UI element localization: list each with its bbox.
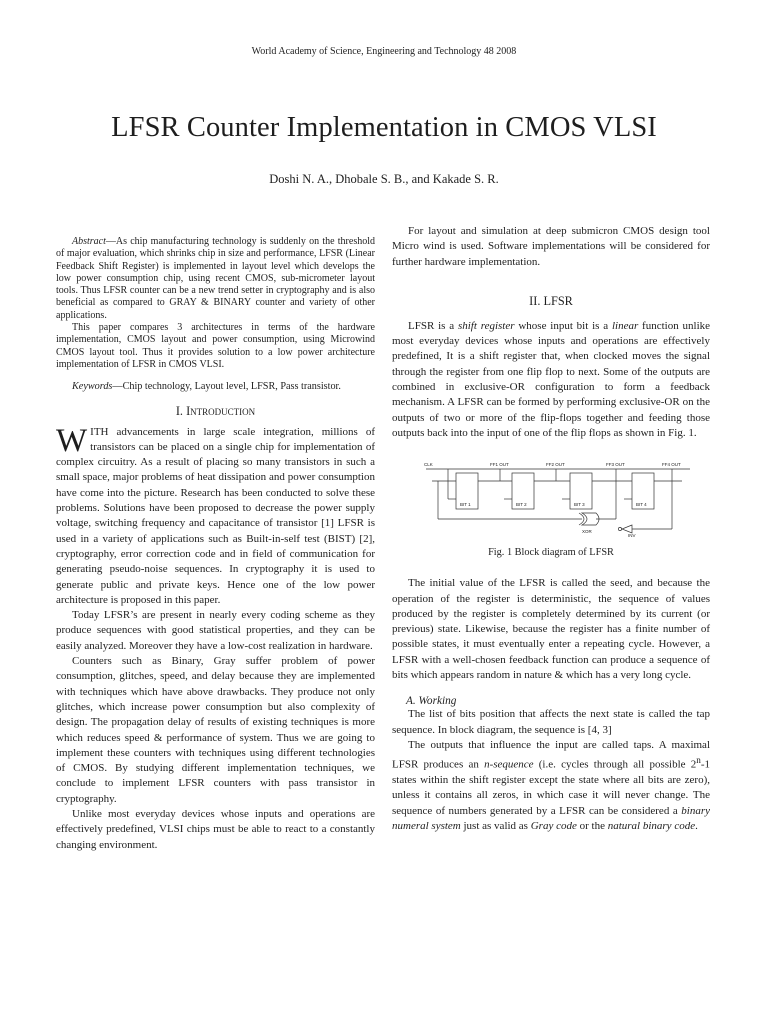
lfsr-p1-em2: linear — [611, 319, 639, 332]
figure-label-inv: INV — [628, 533, 636, 539]
drop-cap: W — [56, 422, 88, 459]
figure-label-out3: FF3 OUT — [606, 462, 625, 468]
intro-paragraph-1 — [56, 422, 375, 609]
working-p2-d: just as valid as — [460, 820, 531, 833]
intro-paragraph-1-text: ITH advancements in large scale integration, millions of transistors can be placed on a single chip for implementation of complex circuitry. As a result of placing so many transistors in such a small space, major problems of heat dissipation and power consumption have come into the picture. Research has been conducted to solve these problems. Solutions have been proposed to decrease the power supply voltage, switching frequency and capacitance of transistor [1] LFSR is used in a variety of applications such as Built-in-self test (BIST) [2], cryptography, error correction code and in field of communication for generating pseudo-noise sequences. In cryptography it is used to generate public and private keys. Hence one of the low power architecture is proposed in this paper. — [56, 425, 375, 606]
working-p2-em2: binary numeral system — [392, 804, 710, 833]
journal-header: World Academy of Science, Engineering and Technology 48 2008 — [251, 46, 517, 57]
abstract-label: Abstract — [72, 236, 106, 247]
lfsr-p1-b: whose input bit is a — [514, 319, 612, 332]
working-p2-em1: n-sequence — [484, 758, 534, 771]
intro-paragraph-2: Today LFSR’s are present in nearly every coding scheme as they produce sequences with good statistical properties, and they can be easily analyzed. Moreover they have a low-cost realization in hardware. — [56, 609, 375, 652]
section-heading-lfsr: II. LFSR — [529, 293, 573, 308]
lfsr-block-diagram — [420, 451, 698, 539]
abstract-text-1: As chip manufacturing technology is suddenly on the threshold of major evaluation, which shrinks chip in size and performance, LFSR (Linear Feedback Shift Register) is implemented in layout level which develops the low power consumption chip, using recent CMOS, sub-micrometer layout tools. Thus LFSR counter can be a new trend setter in cryptography and is also beneficial as compared to GRAY & BINARY counter and variety of other applications. — [56, 236, 375, 321]
working-p2-a: The outputs that influence the input are called taps. A maximal LFSR produces an — [392, 738, 710, 771]
lfsr-paragraph-1 — [392, 319, 710, 441]
lfsr-paragraph-2: The initial value of the LFSR is called the seed, and because the operation of the register is deterministic, the sequence of values produced by the register is completely determined by its current (or previous) state. Likewise, because the register has a finite number of possible states, it must eventually enter a repeating cycle. However, a LFSR with a well-chosen feedback function can produce a sequence of bits which appears random in nature & which has a very long cycle. — [392, 577, 710, 682]
figure-caption: Fig. 1 Block diagram of LFSR — [488, 547, 614, 559]
figure-label-clk: CLK — [424, 462, 433, 468]
right-intro-paragraph: For layout and simulation at deep submicron CMOS design tool Micro wind is used. Software implementations will be considered for further hardware implementation. — [392, 225, 710, 268]
figure-label-bit3: BIT 3 — [574, 502, 585, 508]
lfsr-p1-c: function unlike most everyday devices whose inputs and operations are effectively predefined, It is a shift register that, when clocked moves the signal through the register from one flip flop to next. Some of the outputs are combined in exclusive-OR configuration to form a feedback mechanism. A LFSR can be formed by performing exclusive-OR on the outputs of two or more of the flip-flops together and feeding those outputs back into the input of one of the flip flops as shown in Fig. 1. — [392, 319, 711, 439]
figure-label-bit4: BIT 4 — [636, 502, 647, 508]
working-paragraph-1: The list of bits position that affects the next state is called the tap sequence. In block diagram, the sequence is [4, 3] — [392, 708, 710, 736]
figure-label-out4: FF4 OUT — [662, 462, 681, 468]
right-column — [392, 224, 710, 834]
working-p2-sup: n — [696, 755, 701, 766]
figure-label-out2: FF2 OUT — [546, 462, 565, 468]
lfsr-p1-a: LFSR is a — [408, 319, 458, 332]
keywords — [56, 381, 375, 393]
working-p2-em4: natural binary code — [607, 820, 696, 833]
working-p2-em3: Gray code — [530, 820, 577, 833]
keywords-dash: — — [112, 381, 123, 393]
working-p2-e: or the — [576, 820, 608, 833]
paper-title: LFSR Counter Implementation in CMOS VLSI — [111, 112, 657, 143]
abstract-dash: — — [105, 236, 116, 247]
figure-label-bit2: BIT 2 — [516, 502, 527, 508]
intro-paragraph-3: Counters such as Binary, Gray suffer problem of power consumption, glitches, speed, and delay because they are implemented with techniques which have above drawbacks. They produce not only glitches, which increase power consumption but also complexity of design. The propagation delay of results of existing techniques is more which reduces speed & performance of system. Thus we are going to implement these counters with techniques using different technologies of CMOS. By studying different implementation techniques, we conclude to implement LFSR counters with pass transistor in cryptography. — [56, 655, 375, 805]
keywords-text: Chip technology, Layout level, LFSR, Pass transistor. — [122, 381, 341, 393]
keywords-label: Keywords — [72, 381, 113, 393]
figure-label-xor: XOR — [582, 529, 592, 535]
lfsr-p1-em1: shift register — [457, 319, 515, 332]
left-column — [56, 236, 375, 853]
figure-label-out1: FF1 OUT — [490, 462, 509, 468]
working-p2-c: -1 states within the shift register except the state where all bits are zero), unless it contains all zeros, in which case it will never change. The sequence of numbers generated by a LFSR can be considered a — [392, 758, 710, 817]
abstract-paragraph-1 — [56, 236, 375, 322]
abstract-paragraph-2: This paper compares 3 architectures in terms of the hardware implementation, CMOS layout and power consumption, using Microwind CMOS layout tool. Thus it provides solution to a low power architecture implementation of LFSR in CMOS VLSI. — [56, 322, 375, 370]
figure-label-bit1: BIT 1 — [460, 502, 471, 508]
section-heading-introduction: I. Introduction — [175, 403, 256, 418]
lfsr-diagram-svg — [420, 451, 698, 539]
intro-paragraph-4: Unlike most everyday devices whose inputs and operations are effectively predefined, VLSI chips must be able to react to a constantly changing environment. — [56, 807, 375, 851]
authors: Doshi N. A., Dhobale S. B., and Kakade S. R. — [269, 172, 499, 186]
working-paragraph-2 — [392, 738, 710, 834]
subsection-heading-working: A. Working — [406, 695, 457, 708]
working-p2-f: . — [695, 820, 698, 833]
working-p2-b: (i.e. cycles through all possible 2 — [533, 758, 697, 771]
